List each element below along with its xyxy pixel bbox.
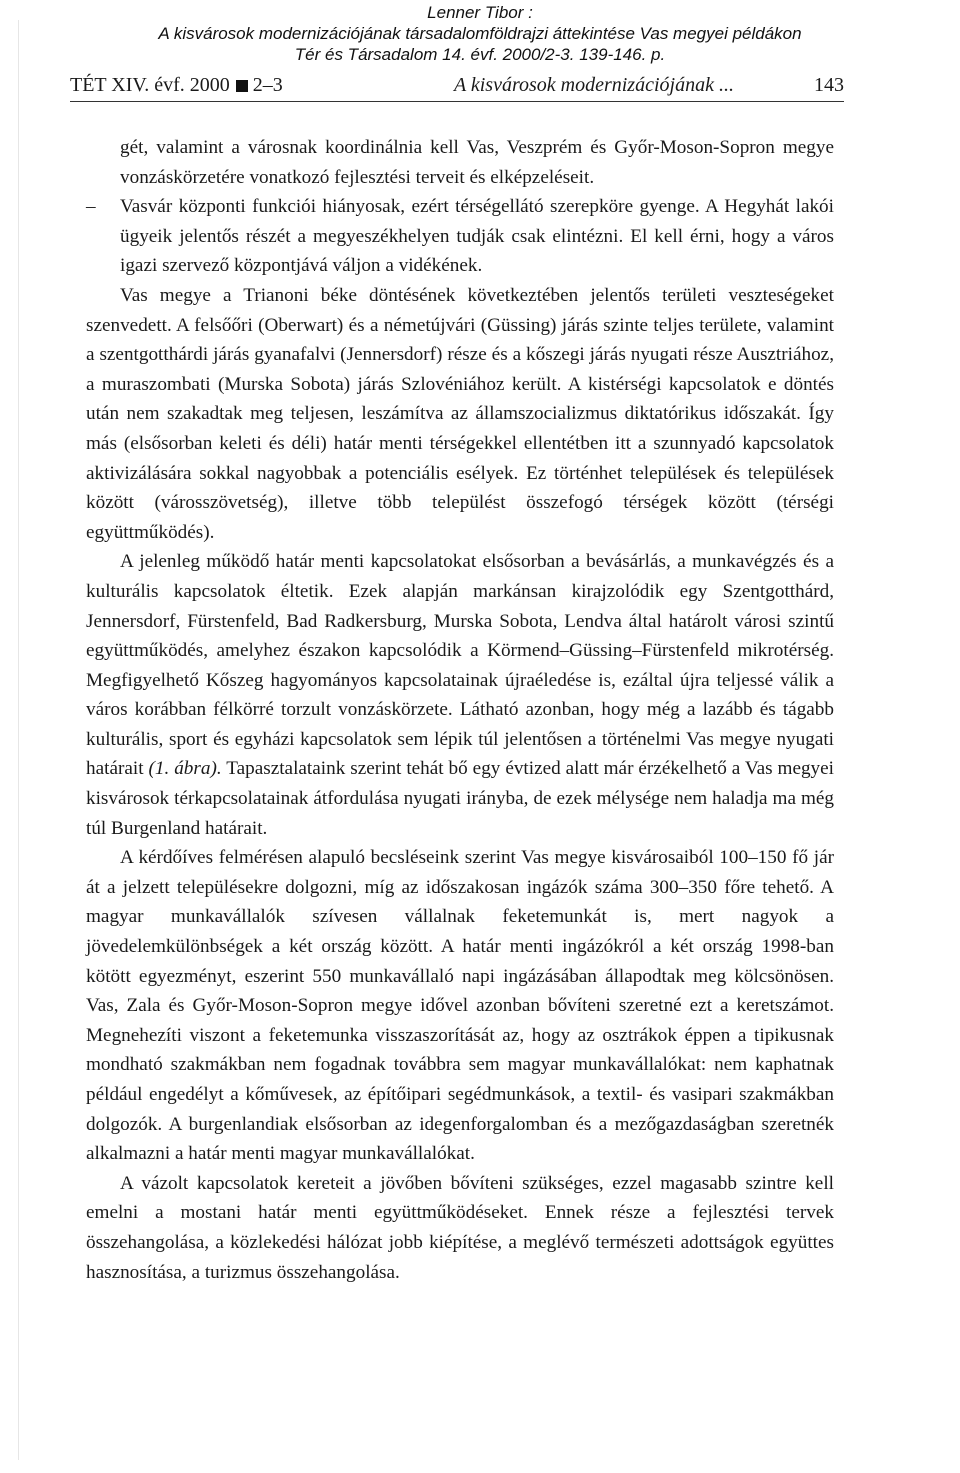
article-body [86, 133, 834, 1287]
black-square-icon [236, 80, 248, 92]
paragraph-3: A kérdőíves felmérésen alapuló becsléseink szerint Vas megye kisvárosaiból 100–150 fő jár át a jelzett településekre dolgozni, míg az időszakosan ingázók száma 300–350 főre tehető. A magyar munkavállalók szívesen vállalnak feketemunkát is, mert nagyok a jövedelemkülönbségek a két ország között. A határ menti ingázókról a két ország 1998-ban kötött egyezményt, eszerint 550 munkavállaló napi ingázásában állapodtak meg kölcsönösen. Vas, Zala és Győr-Moson-Sopron megye idővel azonban bővíteni szeretné ezt a keretszámot. Megnehezíti viszont a feketemunka visszaszorítását az, hogy az osztrákok éppen a tipikusnak mondható szakmákban nem fogadnak továbbra sem magyar munkavállalókat: nem kaphatnak például engedélyt a kőművesek, az építőipari segédmunkások, a textil- és vasipari szakmákban dolgozók. A burgenlandiak elsősorban az idegenforgalomban és a mezőgazdaságban szeretnék alkalmazni a határ menti magyar munkavállalókat. [86, 847, 834, 1165]
paragraph-2-text-b: Tapasztalataink szerint tehát bő egy évtized alatt már érzékelhető a Vas megyei kisvárosok térkapcsolatainak átfordulása nyugati irányba, de ezek mélysége nem haladja ma még túl Burgenland határait. [86, 758, 834, 839]
journal-issue [70, 74, 283, 97]
issue-label: 2–3 [252, 74, 283, 96]
paragraph-4: A vázolt kapcsolatok kereteit a jövőben bővíteni szükséges, ezzel magasabb szintre kell emelni a mostani határ menti együttműködéseket. Ennek része a fejlesztési tervek összehangolása, a közlekedési hálózat jobb kiépítése, a meglévő természeti adottságok együttes hasznosítása, a turizmus összehangolása. [86, 1172, 834, 1283]
continued-paragraph: gét, valamint a városnak koordinálnia kell Vas, Veszprém és Győr-Moson-Sopron megye vonzáskörzetére vonatkozó fejlesztési terveit és elképzeléseit. [120, 137, 834, 188]
running-header [70, 74, 844, 102]
paragraph-2-text-a: A jelenleg működő határ menti kapcsolatokat elsősorban a bevásárlás, a munkavégzés és a kulturális kapcsolatok éltetik. Ezek alapján markánsan kirajzolódik egy Szentgotthárd, Jennersdorf, Fürstenfeld, Bad Radkersburg, Murska Sobota, Lendva által határolt városi szintű együttműködés, amelyhez északon kapcsolódik a Körmend–Güssing–Fürstenfeld mikrotérség. Megfigyelhető Kőszeg hagyományos kapcsolatainak újraéledése is, ezáltal újra teljessé válik a város korábban félkörré torzult vonzáskörzete. Látható azonban, hogy még a lazább és tágabb kulturális, sport és egyházi kapcsolatok sem lépik túl jelentősen a történelmi Vas megye nyugati határait [86, 551, 834, 780]
page-number: 143 [814, 74, 844, 96]
running-title: A kisvárosok modernizációjának ... [454, 74, 734, 96]
author-line: Lenner Tibor : [427, 3, 533, 22]
dash-bullet: – [86, 196, 96, 218]
figure-reference: (1. ábra). [148, 758, 222, 780]
citation-line: Tér és Társadalom 14. évf. 2000/2-3. 139-146. p. [294, 45, 666, 64]
paragraph-2 [86, 547, 834, 843]
header-rule [70, 101, 844, 102]
article-title-line: A kisvárosok modernizációjának társadalomföldrajzi áttekintése Vas megyei példákon [158, 24, 802, 43]
dash-list-item [86, 192, 834, 281]
dash-list-text: Vasvár központi funkciói hiányosak, ezért térségellátó szerepköre gyenge. A Hegyhát lakói ügyeik jelentős részét a megyeszékhelyen tudják csak elintézni. El kell érni, hogy a város igazi szervező központjává váljon a vidékének. [120, 196, 834, 277]
journal-label: TÉT XIV. évf. 2000 [70, 74, 230, 96]
paragraph-1: Vas megye a Trianoni béke döntésének következtében jelentős területi veszteségeket szenvedett. A felsőőri (Oberwart) és a németújvári (Güssing) járás szinte teljes területe, valamint a szentgotthárdi járás gyanafalvi (Jennersdorf) része és a kőszegi járás nyugati része Ausztriához, a muraszombati (Murska Sobota) járás Szlovéniához került. A kistérségi kapcsolatok e döntés után nem szakadtak meg teljesen, leszámítva az államszocializmus diktatórikus időszakát. Így más (elsősorban keleti és déli) határ menti térségekkel ellentétben itt a szunnyadó kapcsolatok aktivizálására sokkal nagyobbak a potenciális esélyek. Ez történhet települések és települések között (városszövetség), illetve több települést összefogó térségek között (térségi együttműködés). [86, 284, 834, 543]
citation-block [0, 2, 960, 65]
scan-margin-line [18, 20, 19, 1460]
